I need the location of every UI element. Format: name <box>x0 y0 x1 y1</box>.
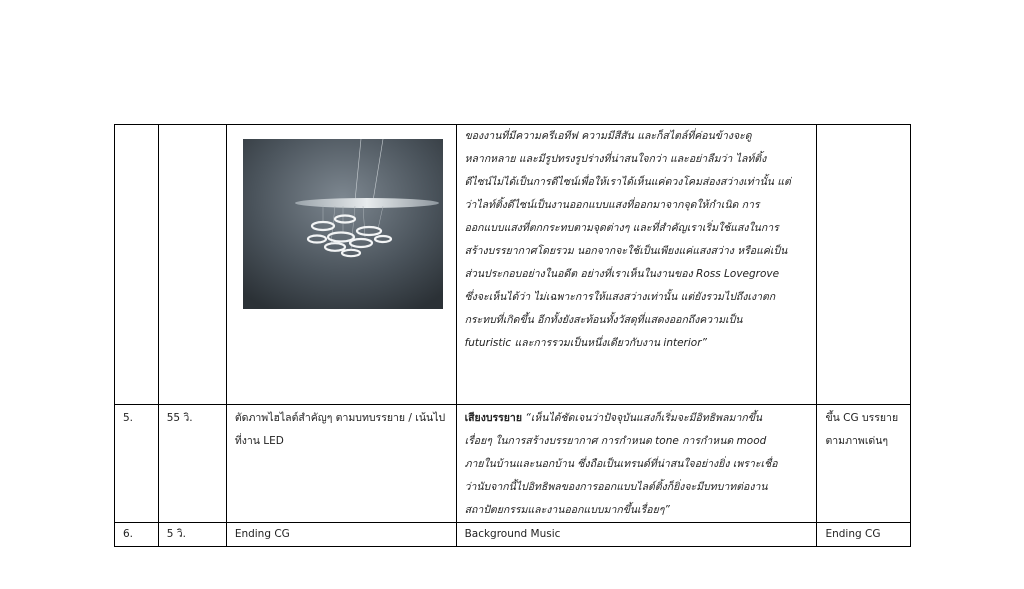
table-row <box>115 523 911 547</box>
audio-line: เรื่อยๆ ในการสร้างบรรยากาศ การกำหนด tone การกำหนด mood <box>464 435 767 447</box>
audio-label: เสียงบรรยาย <box>464 412 522 424</box>
cell-duration: 5 วิ. <box>158 523 226 547</box>
cell-number: 6. <box>115 523 159 547</box>
script-table <box>114 124 911 547</box>
audio-line: ซึ่งจะเห็นได้ว่า ไม่เฉพาะการให้แสงสว่างเท่านั้น แต่ยังรวมไปถึงเงาตก <box>464 291 776 303</box>
cell-visual: Ending CG <box>226 523 456 547</box>
audio-line: ภายในบ้านและนอกบ้าน ซึ่งถือเป็นเทรนด์ที่น่าสนใจอย่างยิ่ง เพราะเชื่อ <box>464 458 778 470</box>
audio-line: หลากหลาย และมีรูปทรงรูปร่างที่น่าสนใจกว่า และอย่าลืมว่า ไลท์ติ้ง <box>464 153 767 165</box>
table-row <box>115 405 911 523</box>
cell-note <box>817 125 911 405</box>
cell-number: 5. <box>115 405 159 523</box>
audio-line: ของงานที่มีความครีเอทีฟ ความมีสีสัน และก็สไตล์ที่ค่อนข้างจะดู <box>464 130 752 142</box>
audio-description <box>465 125 811 355</box>
audio-line: ว่านับจากนี้ไปอิทธิพลของการออกแบบไลต์ติ้งก็ยิ่งจะมีบทบาทต่องาน <box>464 481 768 493</box>
audio-line: ออกแบบแสงที่ตกกระทบตามจุดต่างๆ และที่สำคัญเราเริ่มใช้แสงในการ <box>464 222 779 234</box>
cell-number <box>115 125 159 405</box>
cell-audio <box>456 405 817 523</box>
audio-line: ว่าไลท์ติ้งดีไซน์เป็นงานออกแบบแสงที่ออกมาจากจุดให้กำเนิด การ <box>464 199 760 211</box>
audio-line: กระทบที่เกิดขึ้น อีกทั้งยังสะท้อนทั้งวัสดุที่แสดงออกถึงความเป็น <box>464 314 743 326</box>
audio-line: futuristic และการรวมเป็นหนึ่งเดียวกับงาน interior” <box>464 337 707 349</box>
cell-duration <box>158 125 226 405</box>
cell-visual <box>226 125 456 405</box>
cell-audio <box>456 125 817 405</box>
table-row <box>115 125 911 405</box>
cell-note: Ending CG <box>817 523 911 547</box>
audio-line: สร้างบรรยากาศโดยรวม นอกจากจะใช้เป็นเพียงแค่แสงสว่าง หรือแค่เป็น <box>464 245 788 257</box>
cell-audio: Background Music <box>456 523 817 547</box>
audio-line: ดีไซน์ไม่ได้เป็นการดีไซน์เพื่อให้เราได้เห็นแค่ดวงโคมส่องสว่างเท่านั้น แต่ <box>464 176 791 188</box>
audio-line: สถาปัตยกรรมและงานออกแบบมากขึ้นเรื่อยๆ” <box>464 504 670 516</box>
cell-duration: 55 วิ. <box>158 405 226 523</box>
cell-visual: ตัดภาพไฮไลต์สำคัญๆ ตามบทบรรยาย / เน้นไปที่งาน LED <box>226 405 456 523</box>
audio-line: ส่วนประกอบอย่างในอดีต อย่างที่เราเห็นในงานของ Ross Lovegrove <box>464 268 780 280</box>
cell-note: ขึ้น CG บรรยายตามภาพเด่นๆ <box>817 405 911 523</box>
audio-line: “เห็นได้ชัดเจนว่าปัจจุบันแสงก็เริ่มจะมีอิทธิพลมากขึ้น <box>521 412 763 424</box>
pendant-lamp-image <box>243 139 443 309</box>
